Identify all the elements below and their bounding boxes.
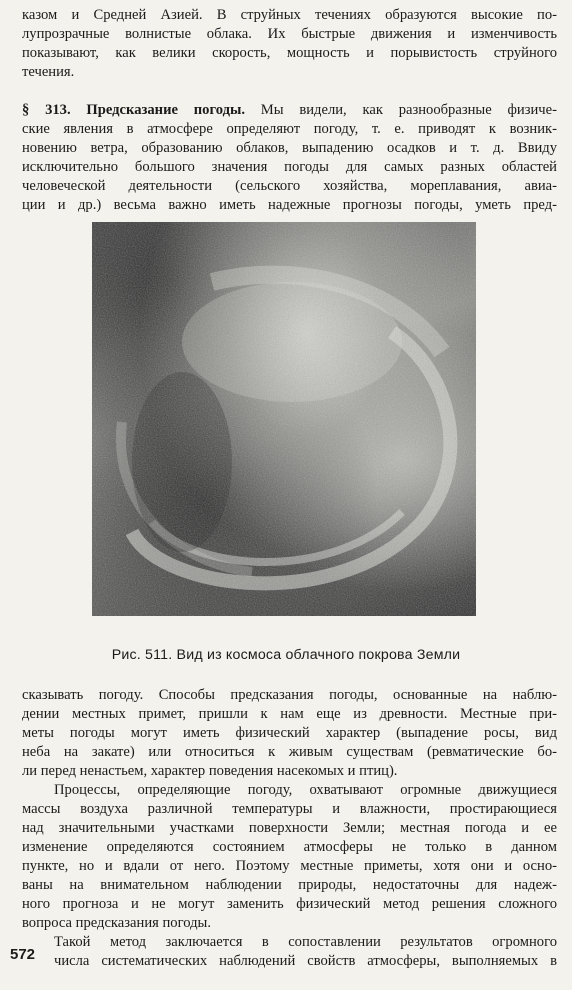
section-number: § 313. [22, 102, 71, 118]
text-line: человеческой деятельности (сельского хозяйства, мореплавания, авиа- [22, 178, 557, 194]
text-line: изменение определяются состоянием атмосферы не только в данном [22, 839, 557, 855]
section-title: Предсказание погоды. [86, 102, 246, 118]
cloud-swirl-graphic [92, 222, 476, 616]
text-line: пункте, но и вдали от него. Поэтому местные приметы, хотя они и осно- [22, 858, 557, 874]
text-line: Такой метод заключается в сопоставлении результатов огромного [54, 934, 557, 950]
text-line: ции и др.) весьма важно иметь надежные прогнозы погоды, уметь пред- [22, 197, 557, 213]
text-line: числа систематических наблюдений свойств атмосферы, выполняемых в [54, 953, 557, 969]
text-line: сказывать погоду. Способы предсказания погоды, основанные на наблю- [22, 687, 557, 703]
text-line: над значительными участками поверхности Земли; местная погода и ее [22, 820, 557, 836]
section-heading-line [22, 101, 557, 120]
cloud-cover-photo [92, 222, 476, 616]
text-line: ного прогноза и не могут заменить физический метод решения сложного [22, 896, 557, 912]
text-line: ваны на внимательном наблюдении природы, недостаточны для надеж- [22, 877, 557, 893]
text-line: ли перед ненастьем, характер поведения насекомых и птиц). [22, 763, 398, 779]
page-number: 572 [10, 946, 36, 963]
text-line: исключительно большого значения погоды для самых разных областей [22, 159, 557, 175]
text-line: Процессы, определяющие погоду, охватывают огромные движущиеся [54, 782, 557, 798]
text-line: казом и Средней Азией. В струйных течениях образуются высокие по- [22, 7, 557, 23]
text-line: массы воздуха различной температуры и влажности, простирающиеся [22, 801, 557, 817]
text-line: новению ветра, образованию облаков, выпадению осадков и т. д. Ввиду [22, 140, 557, 156]
text-line: ские явления в атмосфере определяют погоду, т. е. приводят к возник- [22, 121, 557, 137]
text-line: меты погоды могут иметь физический характер (выпадение росы, вид [22, 725, 557, 741]
text-line: течения. [22, 64, 75, 80]
text-line: дении местных примет, пришли к нам еще из древности. Местные при- [22, 706, 557, 722]
section-first-line-text: Мы видели, как разнообразные физиче- [260, 102, 557, 118]
text-line: лупрозрачные волнистые облака. Их быстрые движения и изменчивость [22, 26, 557, 42]
text-line: неба на закате) или относиться к живым существам (ревматические бо- [22, 744, 557, 760]
text-line: показывают, как велики скорость, мощность и порывистость струйного [22, 45, 557, 61]
text-line: вопроса предсказания погоды. [22, 915, 211, 931]
figure-caption: Рис. 511. Вид из космоса облачного покрова Земли [111, 647, 461, 663]
